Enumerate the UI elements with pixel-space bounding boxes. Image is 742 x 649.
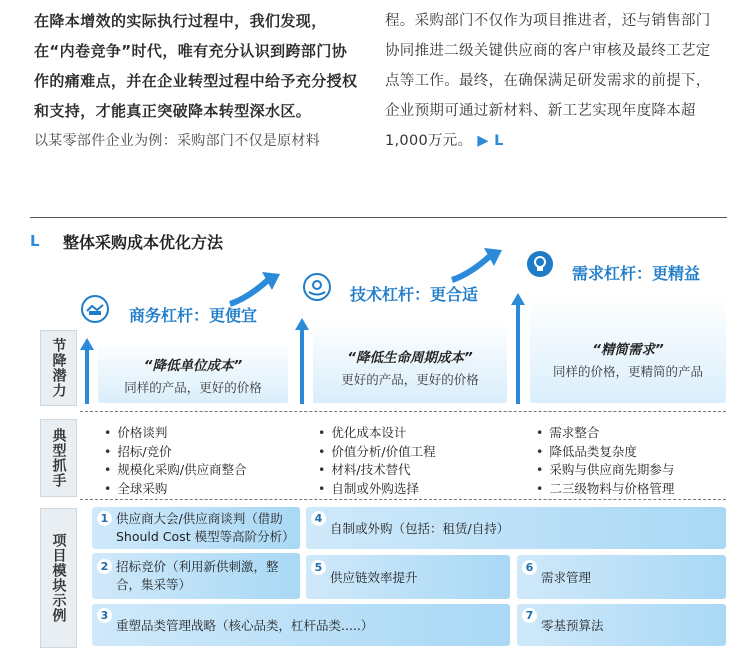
lever-technical-title: 技术杠杆：更合适 bbox=[350, 285, 479, 304]
module-label: 零基预算法 bbox=[541, 618, 604, 633]
potential-panel-technical bbox=[313, 320, 507, 403]
module-label: 重塑品类管理战略（核心品类，杠杆品类.....） bbox=[116, 618, 374, 633]
list-item: • 二三级物料与价格管理 bbox=[536, 480, 726, 499]
module-bar bbox=[92, 604, 510, 646]
list-item: • 招标/竞价 bbox=[104, 443, 304, 462]
article-left-paragraph-1: 在降本增效的实际执行过程中，我们发现，在“内卷竞争”时代，唯有充分认识到跨部门协作的痛难点，并在企业转型过程中给予充分授权和支持，才能真正突破降本转型深水区。 bbox=[34, 12, 358, 120]
lever-commercial-title: 商务杠杆：更便宜 bbox=[129, 306, 258, 325]
module-number: 5 bbox=[311, 560, 326, 575]
lightbulb-gear-icon bbox=[525, 249, 555, 279]
up-arrow-icon bbox=[511, 293, 525, 404]
article-right-text: 程。采购部门不仅作为项目推进者，还与销售部门协同推进二级关键供应商的客户审核及最终工艺定点等工作。最终，在确保满足研发需求的前提下，企业预期可通过新材料、新工艺实现年度降本超1,000万元。 bbox=[385, 13, 711, 149]
section-divider bbox=[30, 217, 727, 218]
module-number: 2 bbox=[97, 559, 112, 574]
typical-list-commercial bbox=[104, 424, 304, 498]
list-item: • 自制或外购选择 bbox=[318, 480, 518, 499]
panel-subtext: 同样的产品，更好的价格 bbox=[124, 380, 262, 395]
module-label: 需求管理 bbox=[541, 570, 592, 585]
row-label-potential: 节降潜力 bbox=[40, 330, 77, 406]
list-item: • 采购与供应商先期参与 bbox=[536, 461, 726, 480]
panel-subtext: 更好的产品，更好的价格 bbox=[341, 372, 479, 387]
module-bar bbox=[306, 507, 726, 549]
module-number: 6 bbox=[522, 560, 537, 575]
module-label: 供应商大会/供应商谈判（借助Should Cost 模型等高阶分析） bbox=[116, 511, 295, 544]
typical-list-technical bbox=[318, 424, 518, 498]
article-right-paragraph bbox=[385, 6, 725, 156]
module-number: 4 bbox=[311, 511, 326, 526]
up-arrow-icon bbox=[80, 338, 94, 404]
panel-subtext: 同样的价格，更精简的产品 bbox=[552, 364, 703, 379]
module-label: 自制或外购（包括：租赁/自持） bbox=[330, 521, 510, 536]
module-label: 供应链效率提升 bbox=[330, 570, 418, 585]
module-number: 7 bbox=[522, 608, 537, 623]
up-arrow-icon bbox=[295, 318, 309, 404]
potential-panel-commercial bbox=[98, 340, 288, 403]
module-bar bbox=[306, 555, 510, 599]
module-number: 3 bbox=[97, 608, 112, 623]
module-bar bbox=[92, 507, 300, 549]
article-left-paragraph-2: 以某零部件企业为例：采购部门不仅是原材料 bbox=[34, 133, 320, 149]
list-item: • 价格谈判 bbox=[104, 424, 304, 443]
list-item: • 规模化采购/供应商整合 bbox=[104, 461, 304, 480]
end-mark: ▶ L bbox=[477, 133, 504, 149]
module-number: 1 bbox=[97, 511, 112, 526]
row-divider bbox=[80, 499, 726, 500]
module-bar bbox=[517, 604, 726, 646]
handshake-icon bbox=[80, 294, 110, 324]
gear-hand-icon bbox=[302, 272, 332, 302]
row-label-typical: 典型抓手 bbox=[40, 419, 77, 497]
module-label: 招标竞价（利用新供刺激，整合，集采等） bbox=[116, 559, 279, 592]
section-marker: L bbox=[30, 232, 40, 250]
section-title: 整体采购成本优化方法 bbox=[63, 233, 224, 252]
list-item: • 价值分析/价值工程 bbox=[318, 443, 518, 462]
list-item: • 优化成本设计 bbox=[318, 424, 518, 443]
panel-headline: “精简需求” bbox=[592, 342, 664, 358]
panel-headline: “降低生命周期成本” bbox=[347, 350, 473, 366]
module-bar bbox=[517, 555, 726, 599]
module-bar bbox=[92, 553, 300, 599]
list-item: • 全球采购 bbox=[104, 480, 304, 499]
list-item: • 需求整合 bbox=[536, 424, 726, 443]
curved-arrow-icon bbox=[450, 244, 510, 284]
list-item: • 材料/技术替代 bbox=[318, 461, 518, 480]
curved-arrow-icon bbox=[228, 268, 288, 308]
potential-panel-demand bbox=[530, 296, 726, 403]
typical-list-demand bbox=[536, 424, 726, 498]
panel-headline: “降低单位成本” bbox=[143, 358, 243, 374]
list-item: • 降低品类复杂度 bbox=[536, 443, 726, 462]
lever-demand-title: 需求杠杆：更精益 bbox=[572, 264, 701, 283]
row-divider bbox=[80, 411, 726, 412]
row-label-examples: 项目模块示例 bbox=[40, 508, 77, 648]
